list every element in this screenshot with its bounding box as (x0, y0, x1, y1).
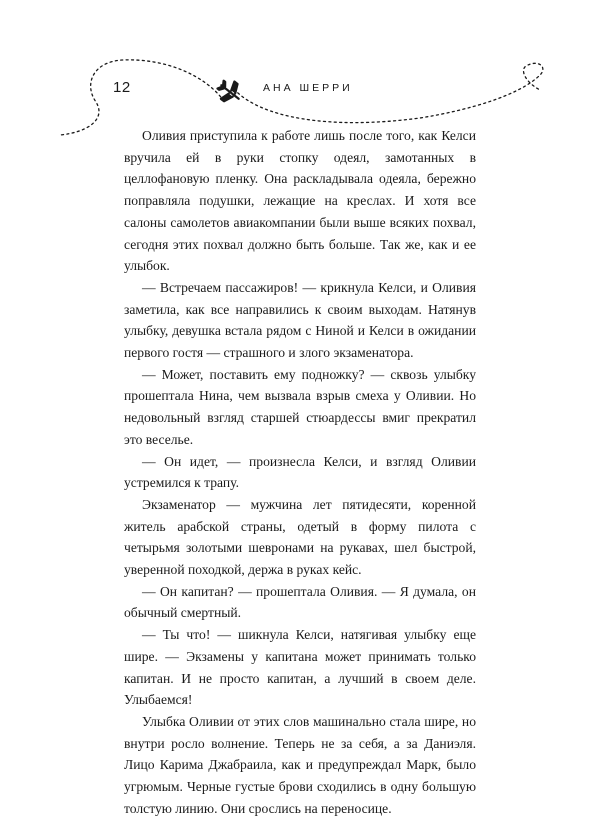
paragraph: — Ты что! — шикнула Келси, натягивая улыбку еще шире. — Экзамены у капитана может принимать только капитан. И не просто капитан, а лучший в своем деле. Улыбаемся! (124, 627, 476, 708)
header-flight-path-decoration (0, 0, 600, 140)
paragraph: Оливия приступила к работе лишь после того, как Келси вручила ей в руки стопку одеял, замотанных в целлофановую пленку. Она раскладывала одеяла, бережно поправляла подушки, лежащие на креслах. И хотя все салоны самолетов авиакомпании были выше всяких похвал, сегодня этих похвал должно быть больше. Так же, как и ее улыбок. (124, 128, 476, 274)
paragraph: — Он идет, — произнесла Келси, и взгляд Оливии устремился к трапу. (124, 453, 476, 491)
dotted-flight-path (60, 60, 224, 135)
paragraph: — Он капитан? — прошептала Оливия. — Я думала, он обычный смертный. (124, 583, 476, 621)
airplane-icon (214, 76, 246, 107)
running-head-author: АНА ШЕРРИ (263, 82, 353, 94)
paragraph: Улыбка Оливии от этих слов машинально стала шире, но внутри росло волнение. Теперь не за себя, а за Даниэля. Лицо Карима Джабраила, как и предупреждал Марк, было угрюмым. Черные густые брови сходились в одну большую толстую линию. Они срослись на переносице. (124, 713, 476, 816)
body-text (124, 125, 476, 820)
paragraph: Экзаменатор — мужчина лет пятидесяти, коренной житель арабской страны, одетый в форму пилота с четырьмя золотыми шевронами на рукавах, шел быстрой, уверенной походкой, держа в руках кейс. (124, 496, 476, 578)
paragraph: — Может, поставить ему подножку? — сквозь улыбку прошептала Нина, чем вызвала взрыв смеха у Оливии. Но недовольный взгляд старшей стюардессы вмиг прекратил это веселье. (124, 366, 476, 447)
page-number: 12 (113, 79, 131, 96)
paragraph: — Встречаем пассажиров! — крикнула Келси, и Оливия заметила, как все направились к своим выходам. Натянув улыбку, девушка встала рядом с Ниной и Келси в ожидании первого гостя — страшного и злого экзаменатора. (124, 279, 476, 361)
